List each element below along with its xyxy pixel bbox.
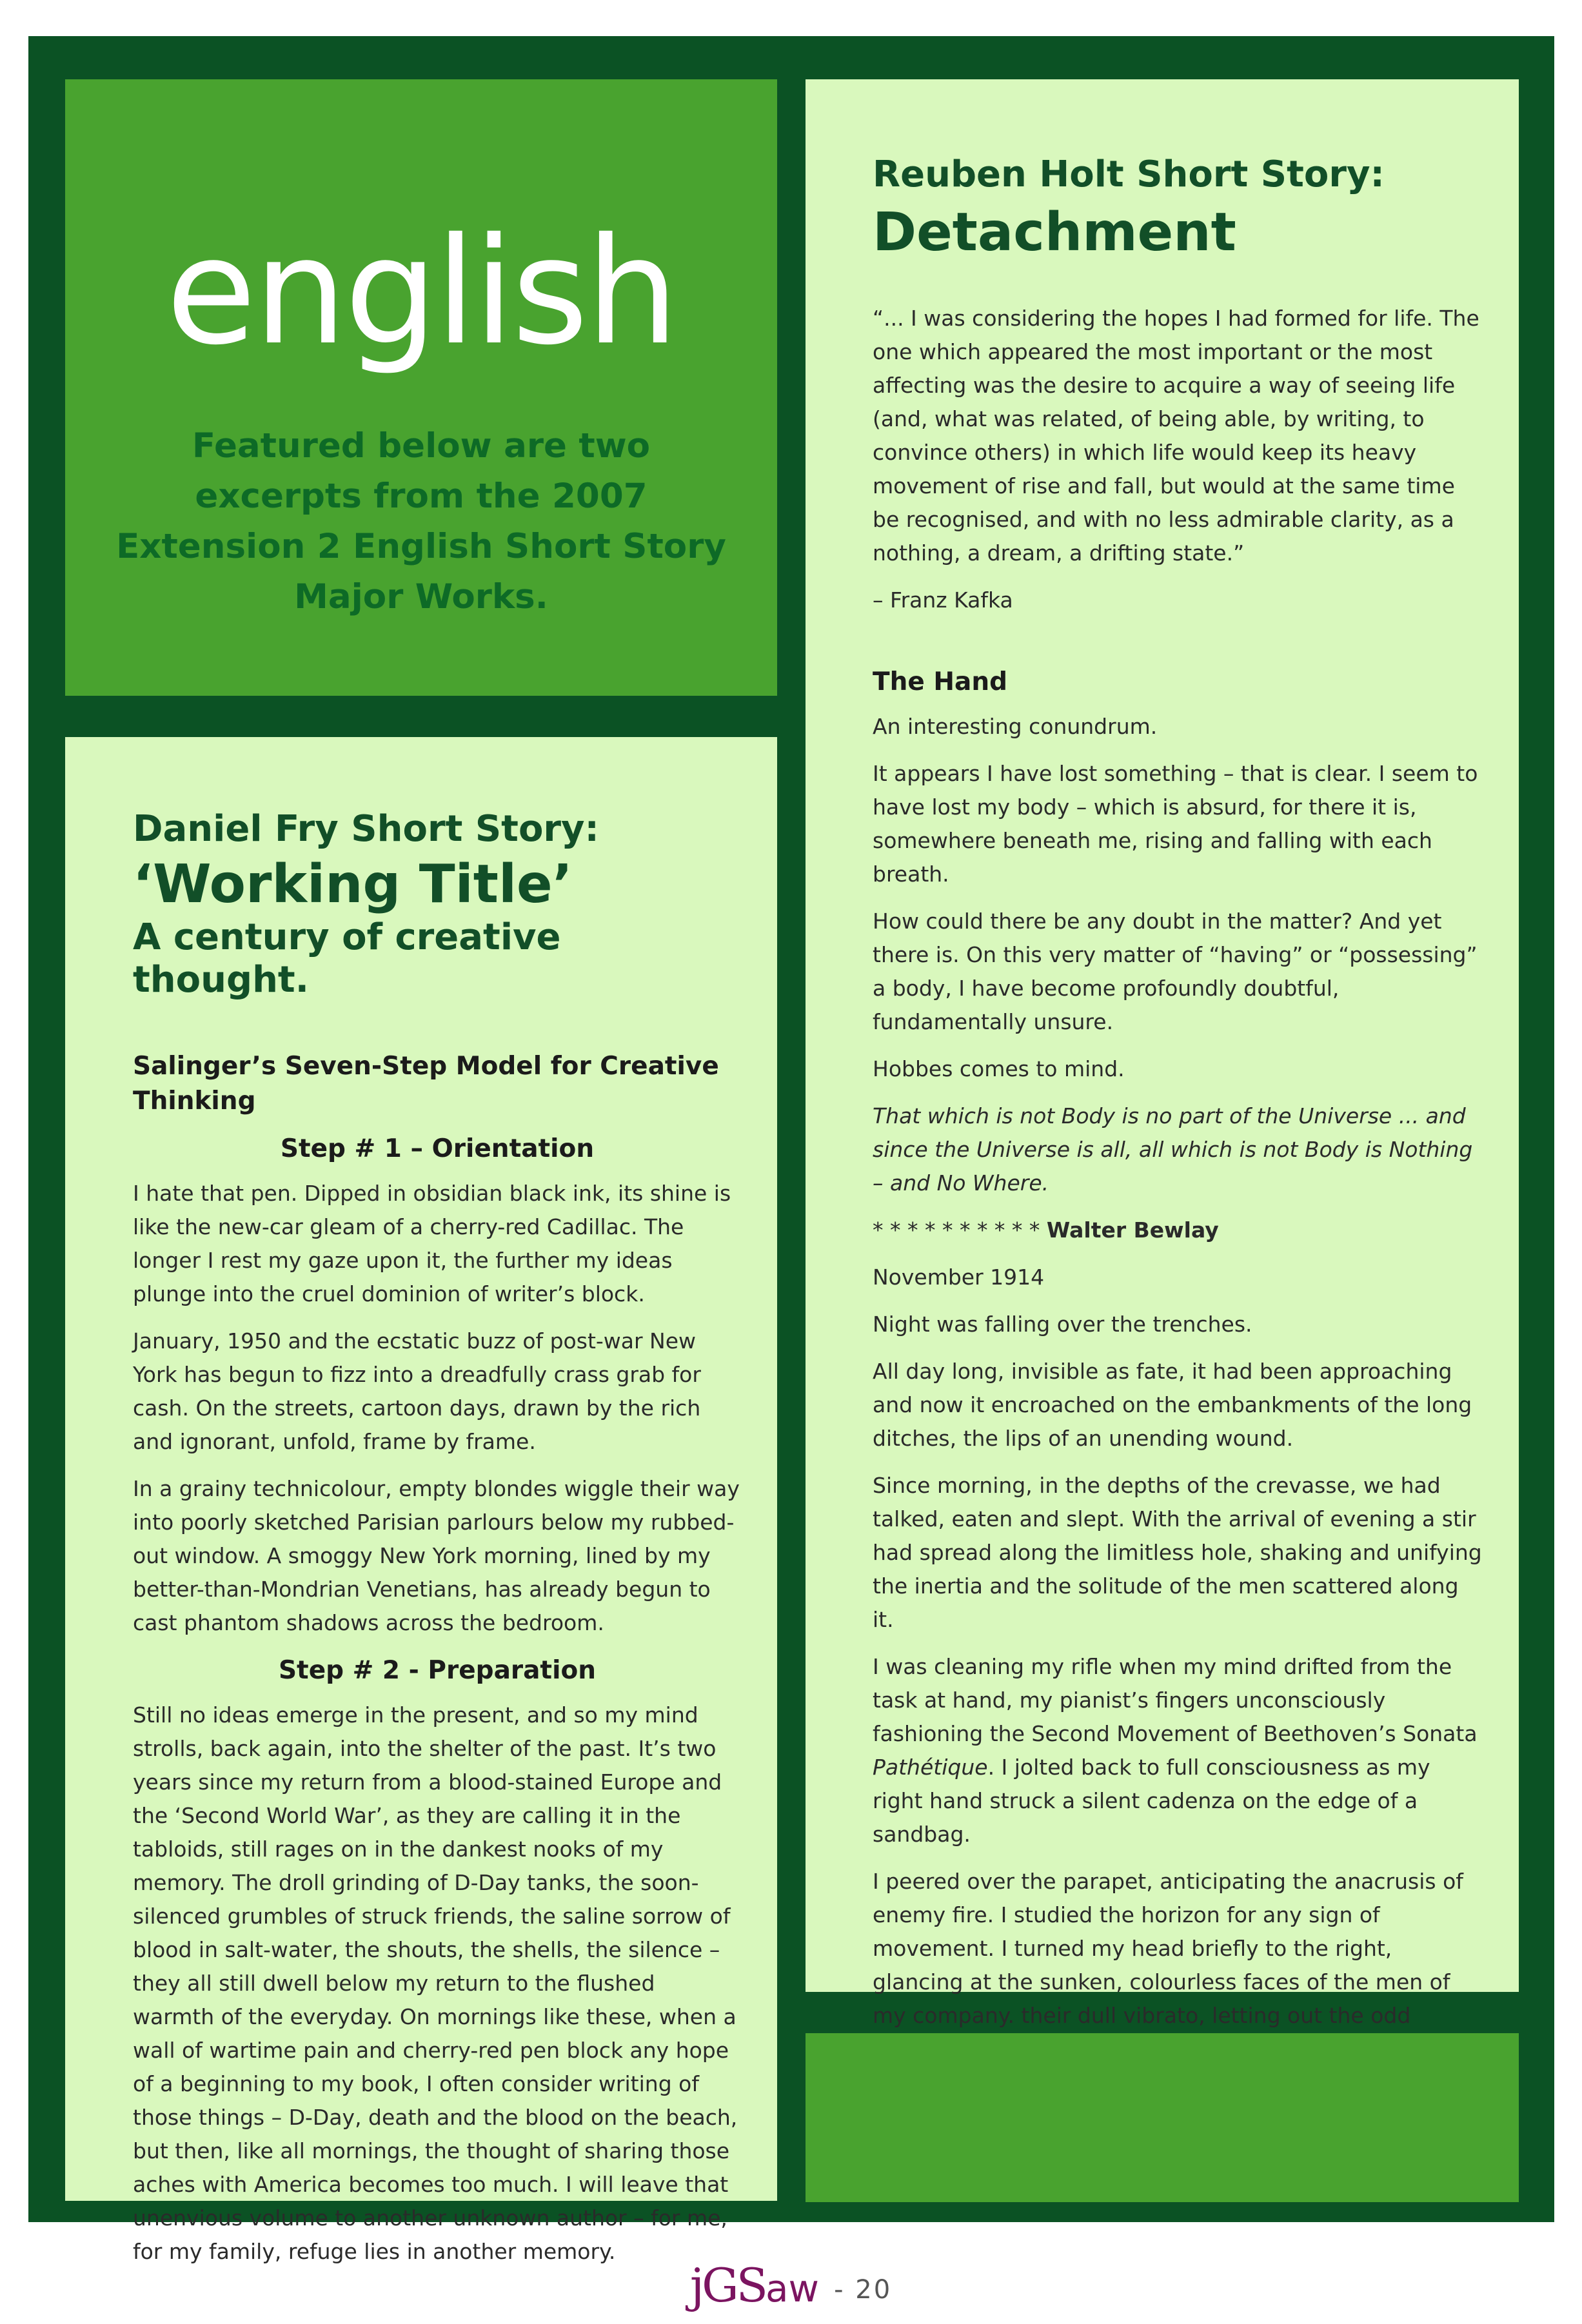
text-run: . I jolted back to full consciousness as my right hand struck a silent cadenza on the edge of a sandbag. [873, 1755, 1430, 1847]
epigraph-quote: “... I was considering the hopes I had formed for life. The one which appeared the most important or the most affecting was the desire to acquire a way of seeing life (and, what was related, of being able, by writing, to convince others) in which life would keep its heavy movement of rise and fall, but would at the same time be recognised, and with no less admirable clarity, as a nothing, a dream, a drifting state.” [873, 306, 1479, 566]
paragraph [873, 1650, 1483, 1851]
story-author-label: Reuben Holt Short Story: [873, 153, 1385, 195]
detachment-panel [806, 79, 1519, 2028]
working-title-panel [65, 737, 777, 2264]
logo-letters: jGS [689, 2258, 766, 2312]
logo-suffix: aw [766, 2267, 819, 2310]
paragraph: I hate that pen. Dipped in obsidian black ink, its shine is like the new-car gleam of a cherry-red Cadillac. The longer I rest my gaze upon it, the further my ideas plunge into the cruel dominion of writer’s block. [133, 1181, 731, 1306]
detachment-content [873, 153, 1483, 2080]
paragraph: It appears I have lost something – that is clear. I seem to have lost my body – which is absurd, for there it is, somewhere beneath me, rising and falling with each breath. [873, 761, 1478, 887]
working-title-content [133, 808, 742, 2282]
paragraph: January, 1950 and the ecstatic buzz of post-war New York has begun to fizz into a dreadfully crass grab for cash. On the streets, cartoon days, drawn by the rich and ignorant, unfold, frame by frame. [133, 1328, 701, 1454]
paragraph: How could there be any doubt in the matter? And yet there is. On this very matter of “having” or “possessing” a body, I have become profoundly doubtful, fundamentally unsure. [873, 909, 1478, 1034]
paragraph: I peered over the parapet, anticipating the anacrusis of enemy fire. I studied the horizon for any sign of movement. I turned my head briefly to the right, glancing at the sunken, colourless faces of the men of my company. their dull vibrato, letting out the odd [873, 1869, 1463, 2028]
story-strapline: A century of creative thought. [133, 916, 561, 1001]
story-title: Detachment [873, 202, 1236, 263]
page-number: - 20 [834, 2275, 893, 2305]
paragraph: Since morning, in the depths of the crevasse, we had talked, eaten and slept. With the arrival of evening a stir had spread along the limitless hole, shaking and unifying the inertia and the solitude of the men scattered along it. [873, 1473, 1482, 1632]
hero-panel [65, 79, 777, 696]
paragraph: Night was falling over the trenches. [873, 1312, 1252, 1337]
italic-title: Pathétique [873, 1755, 988, 1780]
epigraph [873, 302, 1483, 617]
section-divider [873, 1214, 1483, 1247]
story-author-label: Daniel Fry Short Story: [133, 808, 599, 850]
epigraph-author: – Franz Kafka [873, 587, 1013, 613]
step-2-heading: Step # 2 - Preparation [278, 1656, 597, 1685]
paragraph: In a grainy technicolour, empty blondes wiggle their way into poorly sketched Parisian parlours below my rubbed-out window. A smoggy New York morning, lined by my better-than-Mondrian Venetians, has already begun to cast phantom shadows across the bedroom. [133, 1476, 740, 1635]
step-1-body [133, 1177, 742, 1640]
text-run: I was cleaning my rifle when my mind drifted from the task at hand, my pianist’s fingers unconsciously fashioning the Second Movement of Beethoven’s Sonata [873, 1654, 1478, 1746]
divider-stars: * * * * * * * * * * [873, 1217, 1040, 1243]
paragraph: Still no ideas emerge in the present, and so my mind strolls, back again, into the shelter of the past. It’s two years since my return from a blood-stained Europe and the ‘Second World War’, as they are calling it in the tabloids, still rages on in the dankest nooks of my memory. The droll grinding of D-Day tanks, the soon-silenced grumbles of struck friends, the saline sorrow of blood in salt-water, the shouts, the shells, the silence – they all still dwell below my return to the flushed warmth of the everyday. On mornings like these, when a wall of wartime pain and cherry-red pen block any hope of a beginning to my book, I often consider writing of those things – D-Day, death and the blood on the beach, but then, like all mornings, the thought of sharing those aches with America becomes too much. I will leave that unenvious volume to another unknown author – for me, for my family, refuge lies in another memory. [133, 1702, 738, 2264]
magazine-logo [689, 2258, 819, 2312]
the-hand-body [873, 710, 1483, 2066]
section-title: english [166, 206, 677, 377]
date-line: November 1914 [873, 1265, 1045, 1290]
model-heading: Salinger’s Seven-Step Model for Creative Thinking [133, 1052, 719, 1116]
step-2-body [133, 1699, 742, 2269]
hobbes-quote: That which is not Body is no part of the Universe ... and since the Universe is all, all which is not Body is Nothing – and No Where. [873, 1103, 1473, 1196]
accent-block [806, 2033, 1519, 2202]
paragraph: Hobbes comes to mind. [873, 1056, 1125, 1081]
section-heading: The Hand [873, 667, 1008, 696]
page-footer [0, 2258, 1582, 2312]
paragraph: An interesting conundrum. [873, 714, 1158, 739]
paragraph: All day long, invisible as fate, it had been approaching and now it encroached on the embankments of the long ditches, the lips of an unending wound. [873, 1359, 1472, 1451]
page-frame [28, 36, 1554, 2264]
divider-name: Walter Bewlay [1046, 1217, 1219, 1243]
section-intro: Featured below are two excerpts from the 2007 Extension 2 English Short Story Major Works. [116, 426, 726, 616]
story-title: ‘Working Title’ [133, 854, 573, 915]
step-1-heading: Step # 1 – Orientation [280, 1134, 595, 1163]
